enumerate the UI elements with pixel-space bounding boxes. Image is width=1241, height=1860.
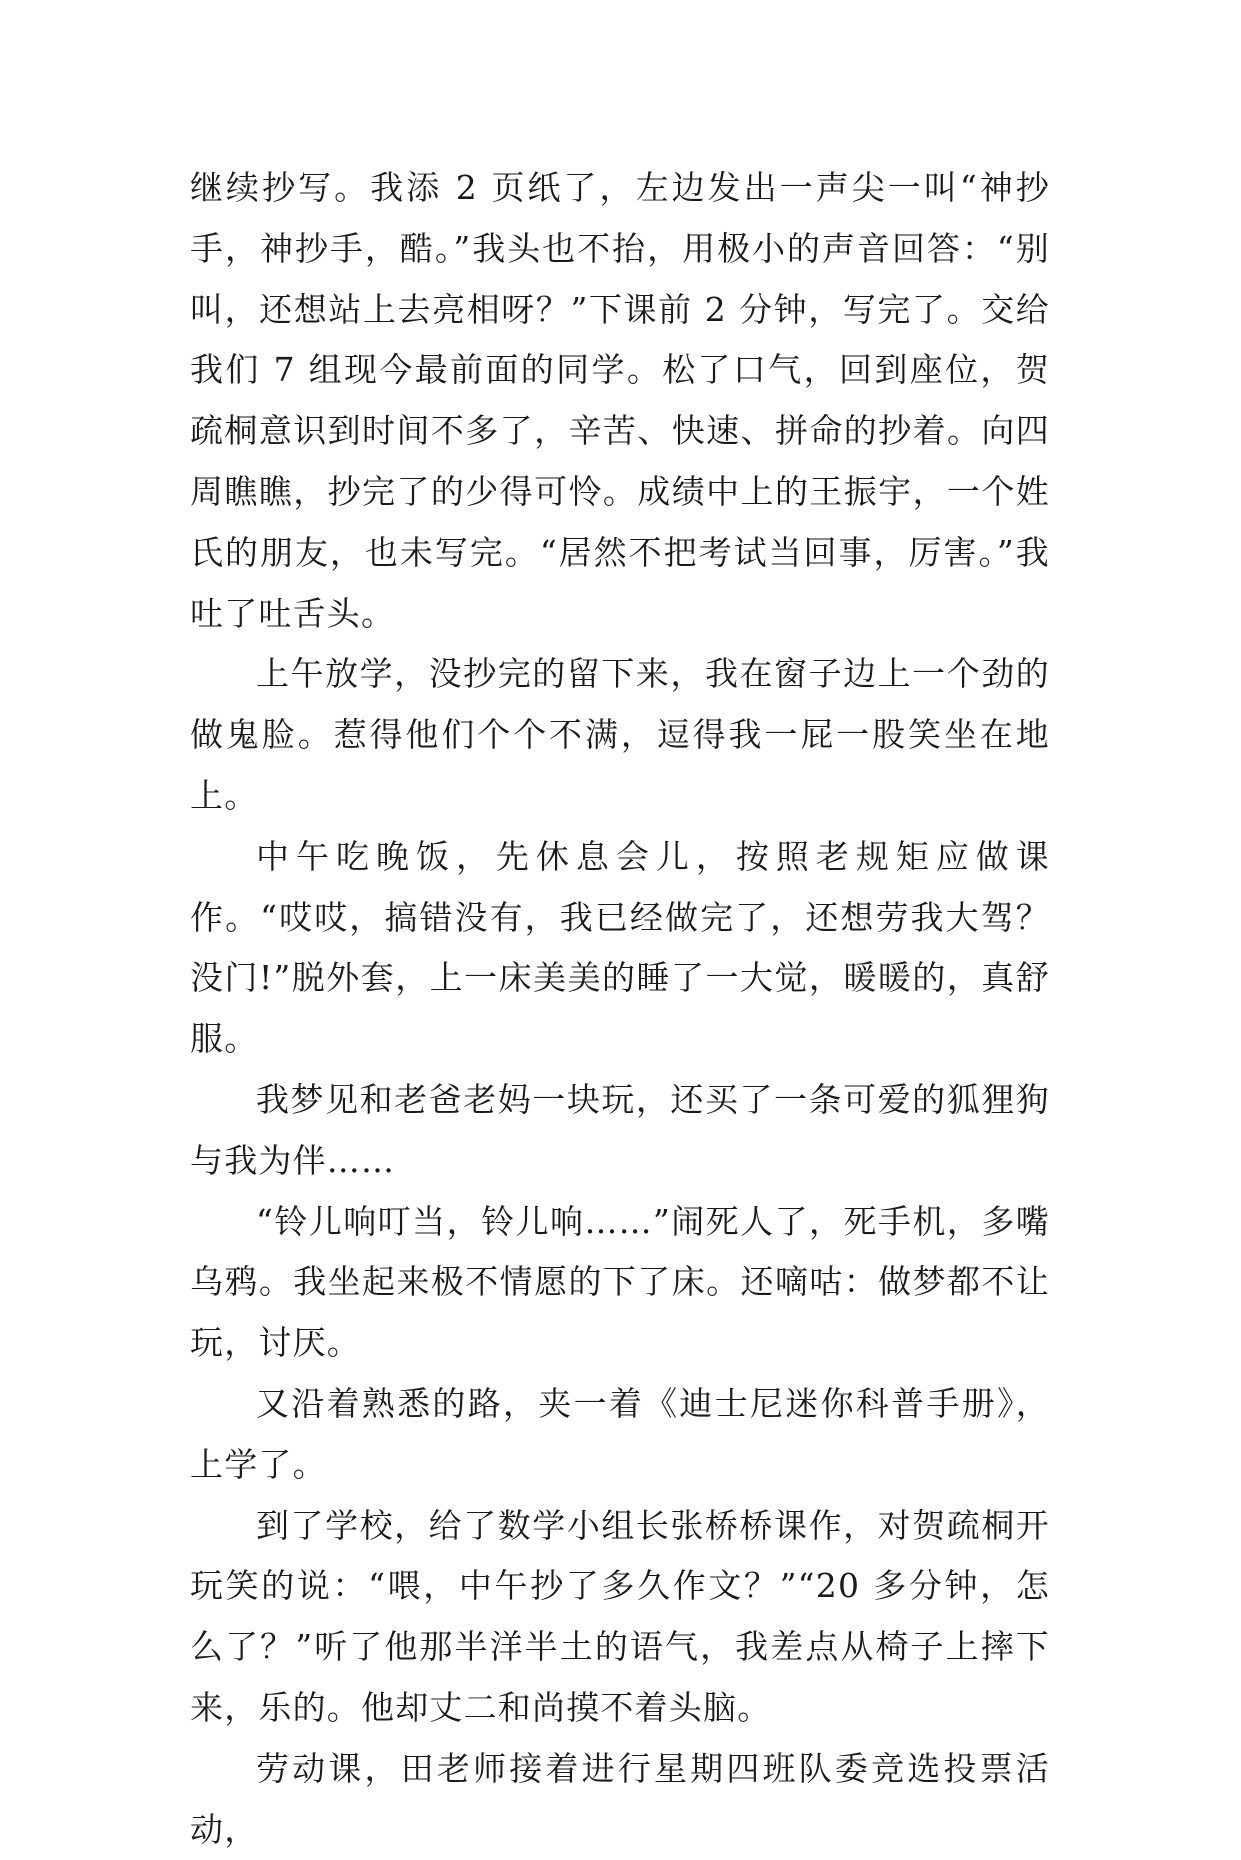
document-body: [190, 158, 1050, 1860]
paragraph-1: 继续抄写。我添 2 页纸了，左边发出一声尖一叫“神抄手，神抄手，酷。”我头也不抬，用极小的声音回答：“别叫，还想站上去亮相呀？”下课前 2 分钟，写完了。交给我们 7 组现今最前面的同学。松了口气，回到座位，贺疏桐意识到时间不多了，辛苦、快速、拼命的抄着。向四周瞧瞧，抄完了的少得可怜。成绩中上的王振宇，一个姓氏的朋友，也未写完。“居然不把考试当回事，厉害。”我吐了吐舌头。: [190, 168, 1050, 633]
paragraph-5: “铃儿响叮当，铃儿响……”闹死人了，死手机，多嘴乌鸦。我坐起来极不情愿的下了床。还嘀咕：做梦都不让玩，讨厌。: [190, 1201, 1050, 1363]
paragraph-6: 又沿着熟悉的路，夹一着《迪士尼迷你科普手册》，上学了。: [190, 1383, 1050, 1484]
paragraph-3: 中午吃晚饭，先休息会儿，按照老规矩应做课作。“哎哎，搞错没有，我已经做完了，还想劳我大驾？没门!”脱外套，上一床美美的睡了一大觉，暖暖的，真舒服。: [190, 836, 1050, 1059]
paragraph-2: 上午放学，没抄完的留下来，我在窗子边上一个劲的做鬼脸。惹得他们个个不满，逗得我一屁一股笑坐在地上。: [190, 654, 1050, 815]
paragraph-4: 我梦见和老爸老妈一块玩，还买了一条可爱的狐狸狗与我为伴……: [190, 1079, 1050, 1180]
paragraph-8: 劳动课，田老师接着进行星期四班队委竞选投票活动，: [190, 1748, 1050, 1849]
paragraph-7: 到了学校，给了数学小组长张桥桥课作，对贺疏桐开玩笑的说：“喂，中午抄了多久作文？”“20 多分钟，怎么了？”听了他那半洋半土的语气，我差点从椅子上摔下来，乐的。他却丈二和尚摸不着头脑。: [190, 1505, 1050, 1727]
